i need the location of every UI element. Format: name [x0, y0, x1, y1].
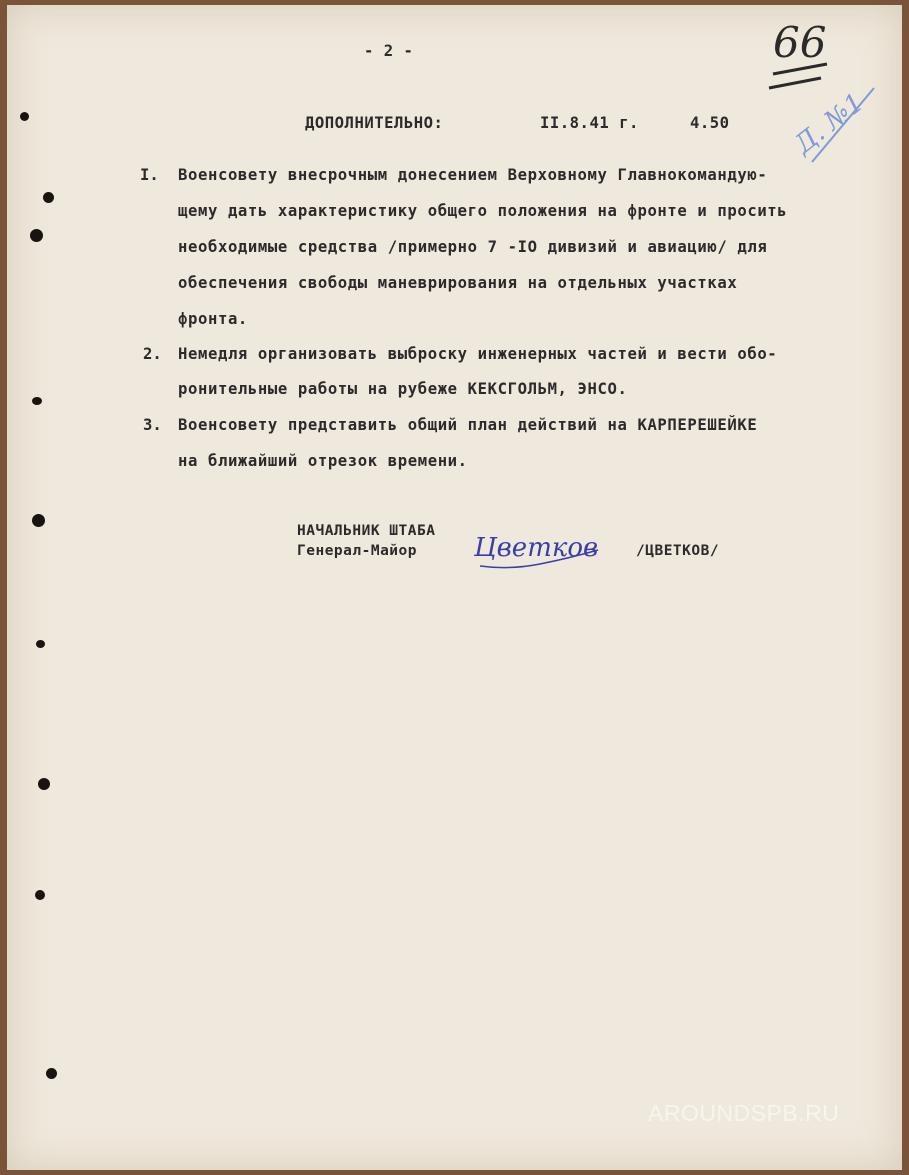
- time: 4.50: [690, 114, 730, 132]
- signature-title: НАЧАЛЬНИК ШТАБА: [297, 523, 436, 539]
- item-line: Военсовету представить общий план действий на КАРПЕРЕШЕЙКЕ: [178, 416, 758, 434]
- item-number: I.: [140, 166, 159, 184]
- item-number: 2.: [143, 345, 162, 363]
- item-line: Немедля организовать выброску инженерных частей и вести обо-: [178, 345, 778, 363]
- svg-text:66: 66: [773, 18, 827, 67]
- svg-text:Д. №1: Д. №1: [789, 87, 870, 160]
- binding-hole: [32, 514, 45, 527]
- binding-hole: [46, 1068, 57, 1079]
- item-line: ронительные работы на рубеже КЕКСГОЛЬМ, ЭНСО.: [178, 380, 628, 398]
- signature-rank: Генерал-Майор: [297, 543, 417, 559]
- binding-hole: [32, 397, 42, 405]
- binding-hole: [36, 640, 45, 648]
- page-number: - 2 -: [364, 42, 414, 60]
- binding-hole: [35, 890, 45, 900]
- binding-hole: [20, 112, 29, 121]
- item-line: необходимые средства /примерно 7 -IO дивизий и авиацию/ для: [178, 238, 768, 256]
- watermark: AROUNDSPB.RU: [648, 1100, 840, 1126]
- binding-hole: [43, 192, 54, 203]
- item-line: щему дать характеристику общего положения на фронте и просить: [178, 202, 788, 220]
- item-line: на ближайший отрезок времени.: [178, 452, 468, 470]
- date: II.8.41 г.: [540, 114, 639, 132]
- binding-hole: [38, 778, 50, 790]
- heading: ДОПОЛНИТЕЛЬНО:: [305, 114, 444, 132]
- svg-text:Цветков: Цветков: [474, 533, 599, 563]
- blue-pencil-mark: [780, 62, 885, 172]
- binding-hole: [30, 229, 43, 242]
- handwritten-signature: [470, 520, 610, 575]
- item-line: Военсовету внесрочным донесением Верховному Главнокомандую-: [178, 166, 768, 184]
- item-line: обеспечения свободы маневрирования на отдельных участках: [178, 274, 738, 292]
- item-line: фронта.: [178, 310, 248, 328]
- signatory-name: /ЦВЕТКОВ/: [636, 543, 720, 559]
- item-number: 3.: [143, 416, 162, 434]
